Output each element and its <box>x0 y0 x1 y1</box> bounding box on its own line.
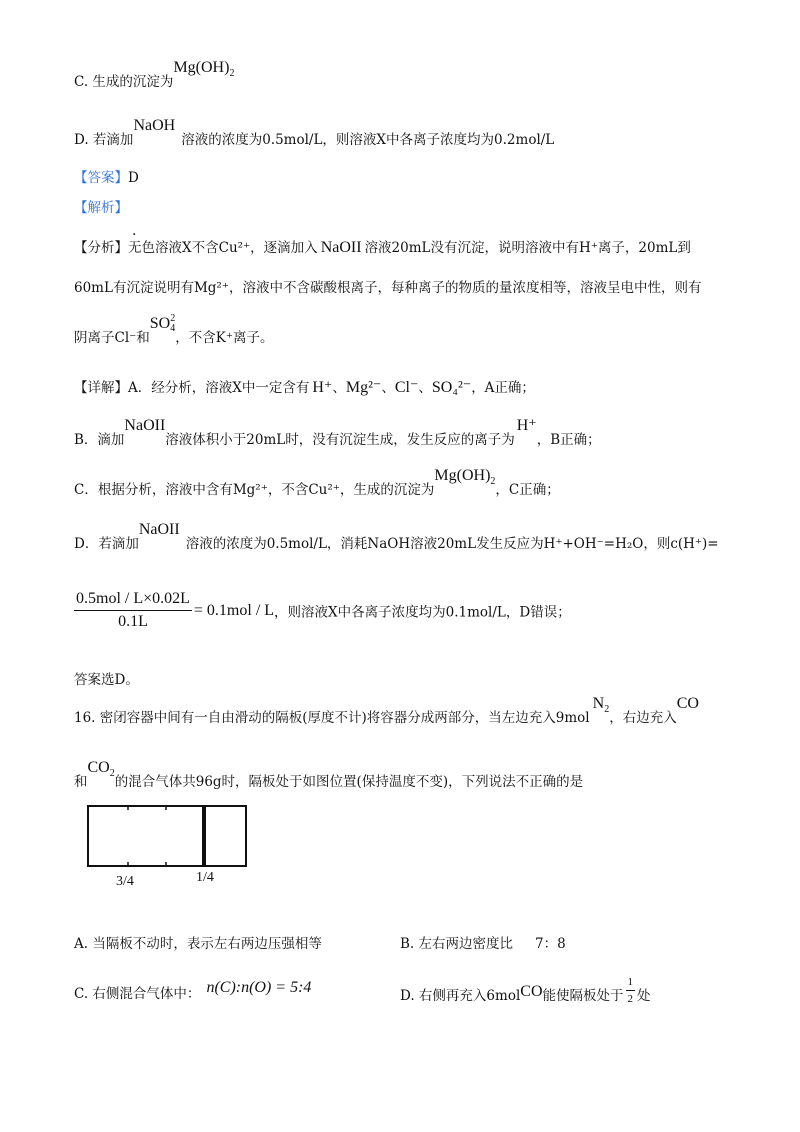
mg-oh2-formula: $Mg(OH)_2$ <box>173 59 235 80</box>
prev-option-c: C. 生成的沉淀为$Mg(OH)_2$ <box>74 59 235 90</box>
q16-line-2: 和$CO_2$的混合气体共96g时，隔板处于如图位置(保持温度不变)，下列说法不正确的是 <box>74 759 584 790</box>
xiangjie-c: C．根据分析，溶液中含有Mg²⁺，不含Cu²⁺，生成的沉淀为$Mg(OH)_2$，C正确； <box>74 467 560 498</box>
q16-line-1: 16. 密闭容器中间有一自由滑动的隔板(厚度不计)将容器分成两部分，当左边充入9molN$_2$，右边充入CO <box>74 695 699 726</box>
answer-line: 【答案】D <box>74 170 139 186</box>
naoh-formula: NaOH <box>133 117 176 134</box>
q16-option-a: A. 当隔板不动时，表示左右两边压强相等 <box>74 936 322 952</box>
xiangjie-b: B．滴加NaOII溶液体积小于20mL时，没有沉淀生成，发生反应的离子为H⁺，B正确； <box>74 417 601 448</box>
fig-label-left: 3/4 <box>116 874 134 889</box>
fraction-line: $\frac{\text{0.5mol / L×0.02L}}{0.1L}$ = 0.1mol / L，则溶液X中各离子浓度均为0.1mol/L，D错误； <box>76 590 571 630</box>
fenxi-line-1: 【分析】无色溶液X不含Cu²⁺，逐滴加入 NaOII 溶液20mL没有沉淀，说明溶液中有H⁺离子，20mL到 <box>74 239 691 256</box>
mg-oh2-formula-2: $Mg(OH)_2$ <box>434 467 496 488</box>
conclusion: 答案选D。 <box>74 672 139 688</box>
xiangjie-a: 【详解】A．经分析，溶液X中一定含有 H⁺、Mg²⁻、Cl⁻、SO₄²⁻，A正确； <box>74 379 535 396</box>
q16-option-d: D. 右侧再充入6molCO能使隔板处于 $\frac{1}{2}$ 处 <box>400 976 651 1005</box>
fig-label-right: 1/4 <box>196 870 214 885</box>
prev-option-d: D. 若滴加NaOH溶液的浓度为0.5mol/L，则溶液X中各离子浓度均为0.2mol/L <box>74 117 555 148</box>
fenxi-line-2: 60mL有沉淀说明有Mg²⁺，溶液中不含碳酸根离子，每种离子的物质的量浓度相等，溶液呈电中性，则有 <box>74 280 702 296</box>
container-figure <box>84 800 254 894</box>
so4-formula: SO 2 4 <box>149 313 176 335</box>
q16-option-b: B. 左右两边密度比 7：8 <box>400 936 566 952</box>
q16-option-c: C. 右侧混合气体中： n(C):n(O) = 5:4 <box>74 979 312 1002</box>
analysis-tag: 【解析】 <box>74 200 128 216</box>
xiangjie-d: D．若滴加NaOII溶液的浓度为0.5mol/L，消耗NaOH溶液20mL发生反应为H⁺+OH⁻=H₂O，则c(H⁺)= <box>74 521 719 552</box>
fraction: $\frac{\text{0.5mol / L×0.02L}}{0.1L}$ <box>76 590 190 630</box>
fenxi-line-3: 阴离子Cl⁻和SO 2 4 ，不含K⁺离子。 <box>74 313 274 346</box>
